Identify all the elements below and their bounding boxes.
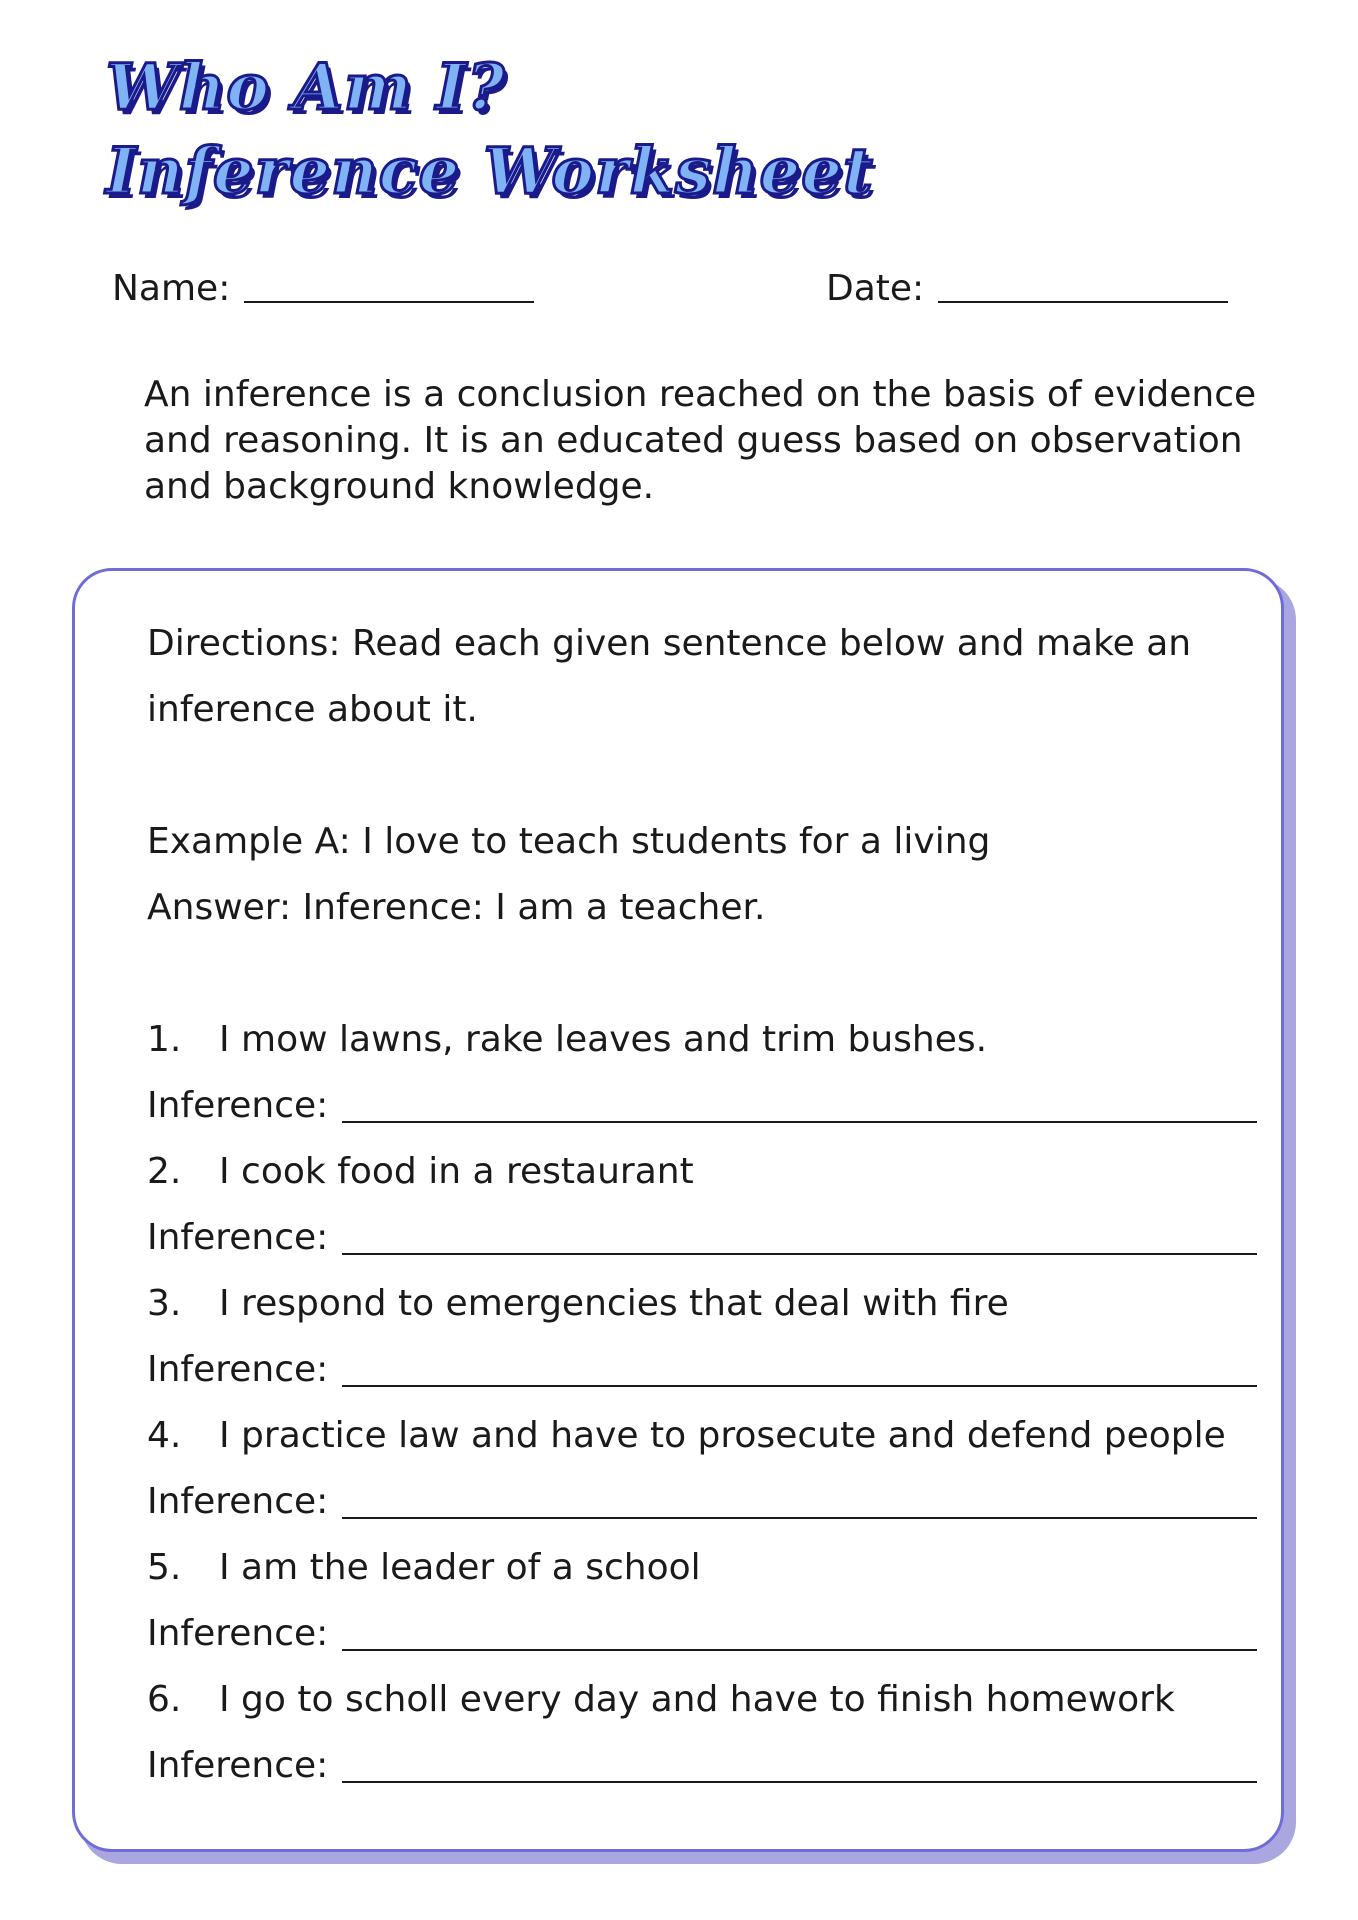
title-line-1: Who Am I? bbox=[106, 50, 506, 125]
question-item bbox=[147, 1667, 1257, 1733]
name-blank[interactable] bbox=[244, 301, 534, 303]
question-item bbox=[147, 1007, 1257, 1073]
inference-label: Inference: bbox=[147, 1613, 329, 1654]
box-content bbox=[147, 611, 1257, 1799]
date-label: Date: bbox=[826, 268, 925, 309]
name-label: Name: bbox=[112, 268, 231, 309]
question-item bbox=[147, 1403, 1257, 1469]
inference-label: Inference: bbox=[147, 1349, 329, 1390]
inference-row bbox=[147, 1205, 1257, 1271]
question-text: I mow lawns, rake leaves and trim bushes. bbox=[219, 1019, 988, 1060]
question-item bbox=[147, 1139, 1257, 1205]
inference-blank[interactable] bbox=[342, 1649, 1257, 1651]
inference-blank[interactable] bbox=[342, 1385, 1257, 1387]
question-text: I go to scholl every day and have to finish homework bbox=[219, 1679, 1175, 1720]
inference-row bbox=[147, 1733, 1257, 1799]
directions-line-1: Directions: Read each given sentence below and make an bbox=[147, 623, 1192, 664]
question-list bbox=[147, 1007, 1257, 1799]
question-item bbox=[147, 1271, 1257, 1337]
question-text: I am the leader of a school bbox=[219, 1547, 701, 1588]
question-item bbox=[147, 1535, 1257, 1601]
question-number: 2. bbox=[147, 1151, 182, 1192]
inference-label: Inference: bbox=[147, 1481, 329, 1522]
inference-row bbox=[147, 1601, 1257, 1667]
date-blank[interactable] bbox=[938, 301, 1228, 303]
question-number: 1. bbox=[147, 1019, 182, 1060]
inference-blank[interactable] bbox=[342, 1253, 1257, 1255]
question-number: 5. bbox=[147, 1547, 182, 1588]
inference-row bbox=[147, 1469, 1257, 1535]
question-text: I cook food in a restaurant bbox=[219, 1151, 694, 1192]
question-text: I respond to emergencies that deal with fire bbox=[219, 1283, 1009, 1324]
title-line-2: Inference Worksheet bbox=[106, 134, 874, 209]
inference-blank[interactable] bbox=[342, 1517, 1257, 1519]
directions-box bbox=[72, 568, 1284, 1852]
inference-label: Inference: bbox=[147, 1217, 329, 1258]
question-number: 3. bbox=[147, 1283, 182, 1324]
example-answer: Answer: Inference: I am a teacher. bbox=[147, 887, 766, 928]
inference-blank[interactable] bbox=[342, 1781, 1257, 1783]
example-text: Example A: I love to teach students for a living bbox=[147, 821, 991, 862]
intro-paragraph: An inference is a conclusion reached on the basis of evidence and reasoning. It is an educated guess based on observation and background knowledge. bbox=[144, 374, 1257, 507]
spacer bbox=[147, 743, 1257, 809]
directions-line-2: inference about it. bbox=[147, 689, 478, 730]
inference-label: Inference: bbox=[147, 1745, 329, 1786]
inference-blank[interactable] bbox=[342, 1121, 1257, 1123]
question-number: 6. bbox=[147, 1679, 182, 1720]
question-text: I practice law and have to prosecute and defend people bbox=[219, 1415, 1226, 1456]
worksheet-title bbox=[106, 46, 1206, 214]
inference-row bbox=[147, 1073, 1257, 1139]
inference-row bbox=[147, 1337, 1257, 1403]
question-number: 4. bbox=[147, 1415, 182, 1456]
inference-label: Inference: bbox=[147, 1085, 329, 1126]
name-field bbox=[112, 268, 534, 309]
name-date-row bbox=[112, 268, 1242, 318]
date-field bbox=[826, 268, 1228, 309]
spacer bbox=[147, 941, 1257, 1007]
